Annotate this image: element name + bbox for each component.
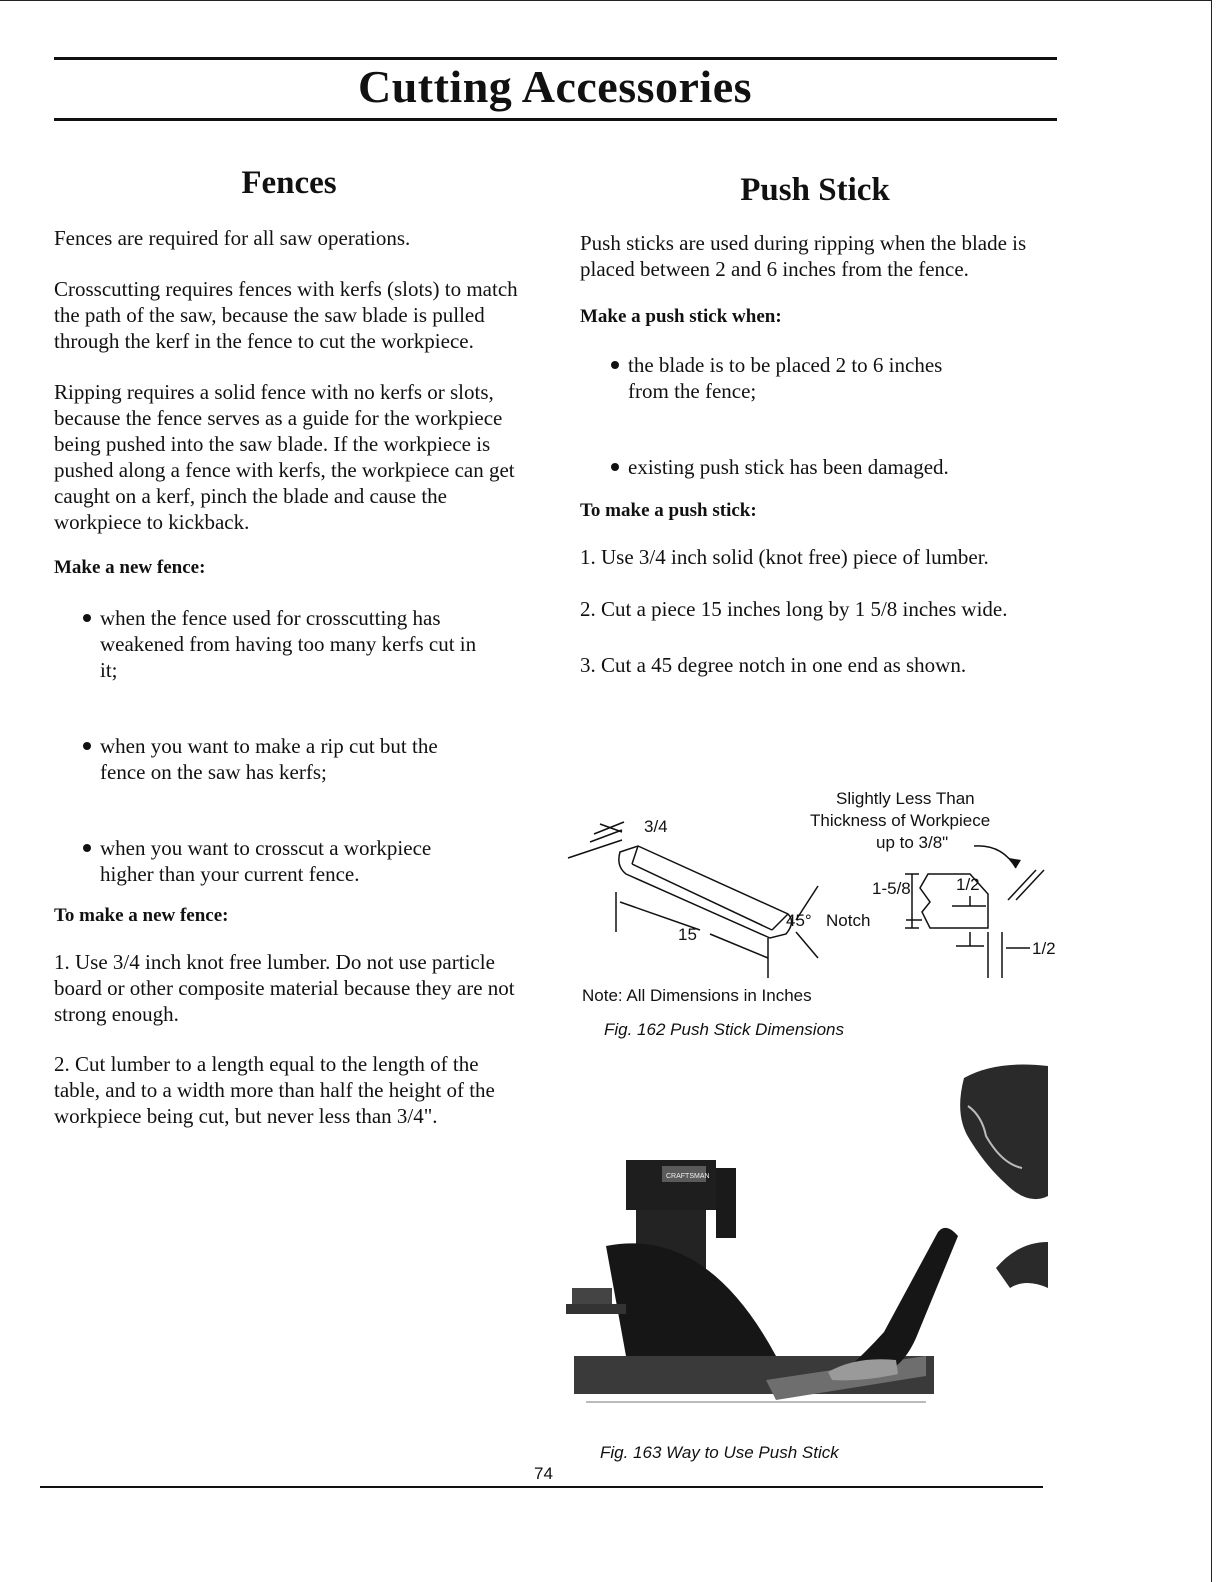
page-frame-top xyxy=(0,0,1212,1)
width-label: 1-5/8 xyxy=(872,879,911,898)
notch-depth-label: 1/2 xyxy=(956,875,980,894)
thickness-label: 3/4 xyxy=(644,817,668,836)
angle-label: 45° xyxy=(786,911,812,930)
page-title: Cutting Accessories xyxy=(357,61,753,112)
figure-163-caption: Fig. 163 Way to Use Push Stick xyxy=(600,1443,839,1462)
list-item: when the fence used for crosscutting has weakened from having too many kerfs cut in it; xyxy=(80,605,480,683)
list-item: when you want to crosscut a workpiece higher than your current fence. xyxy=(80,835,480,887)
fences-section xyxy=(54,163,529,1129)
make-new-fence-heading: Make a new fence: xyxy=(54,557,206,578)
push-stick-step: 2. Cut a piece 15 inches long by 1 5/8 inches wide. xyxy=(580,597,1008,621)
fences-paragraph: Fences are required for all saw operations. xyxy=(54,226,411,250)
push-stick-heading: Push Stick xyxy=(740,172,890,208)
fences-step: 2. Cut lumber to a length equal to the length of the table, and to a width more than half the height of the workpiece being cut, but never less than 3/4". xyxy=(54,1052,495,1128)
figure-162-caption: Fig. 162 Push Stick Dimensions xyxy=(604,1020,844,1039)
push-stick-step: 3. Cut a 45 degree notch in one end as shown. xyxy=(580,653,967,677)
saw-brand-label: CRAFTSMAN xyxy=(666,1173,710,1180)
new-fence-bullets xyxy=(80,605,480,887)
push-stick-step: 1. Use 3/4 inch solid (knot free) piece of lumber. xyxy=(580,545,989,569)
page-number: 74 xyxy=(534,1464,553,1483)
notch-label: Notch xyxy=(826,911,871,930)
push-stick-intro: Push sticks are used during ripping when the blade is placed between 2 and 6 inches from the fence. xyxy=(580,231,1027,281)
list-item: existing push stick has been damaged. xyxy=(608,454,988,480)
callout-line-3: up to 3/8" xyxy=(876,833,949,852)
figure-note: Note: All Dimensions in Inches xyxy=(582,986,812,1005)
callout-line-2: Thickness of Workpiece xyxy=(810,811,991,830)
list-item: the blade is to be placed 2 to 6 inches from the fence; xyxy=(608,352,988,404)
push-stick-bullets xyxy=(608,352,988,480)
operator-head xyxy=(960,1065,1048,1200)
fences-heading: Fences xyxy=(241,165,337,201)
push-stick-section xyxy=(580,170,1055,678)
page-frame-right xyxy=(1211,0,1212,1582)
callout-line-1: Slightly Less Than xyxy=(836,789,975,808)
to-make-push-stick-heading: To make a push stick: xyxy=(580,500,757,521)
push-stick-bar xyxy=(619,846,792,938)
fences-step: 1. Use 3/4 inch knot free lumber. Do not use particle board or other composite material because they are not strong enough. xyxy=(54,950,515,1026)
make-push-stick-heading: Make a push stick when: xyxy=(580,306,782,327)
title-rule-bottom xyxy=(54,118,1057,121)
push-stick-diagram xyxy=(560,782,1080,982)
push-stick-photo xyxy=(566,1056,1056,1426)
notch-height-label: 1/2 xyxy=(1032,939,1056,958)
footer-rule xyxy=(40,1486,1043,1488)
operator-arm xyxy=(846,1228,958,1376)
fences-paragraph: Ripping requires a solid fence with no kerfs or slots, because the fence serves as a guide for the workpiece being pushed into the saw blade. If the workpiece is pushed along a fence with kerfs, the workpiece can get caught on a kerf, pinch the blade and cause the workpiece to kickback. xyxy=(54,380,515,534)
blade-guard xyxy=(606,1243,776,1356)
length-label: 15 xyxy=(678,925,697,944)
list-item: when you want to make a rip cut but the fence on the saw has kerfs; xyxy=(80,733,480,785)
to-make-new-fence-heading: To make a new fence: xyxy=(54,905,229,926)
fences-paragraph: Crosscutting requires fences with kerfs (slots) to match the path of the saw, because the saw blade is pulled through the kerf in the fence to cut the workpiece. xyxy=(54,277,518,353)
